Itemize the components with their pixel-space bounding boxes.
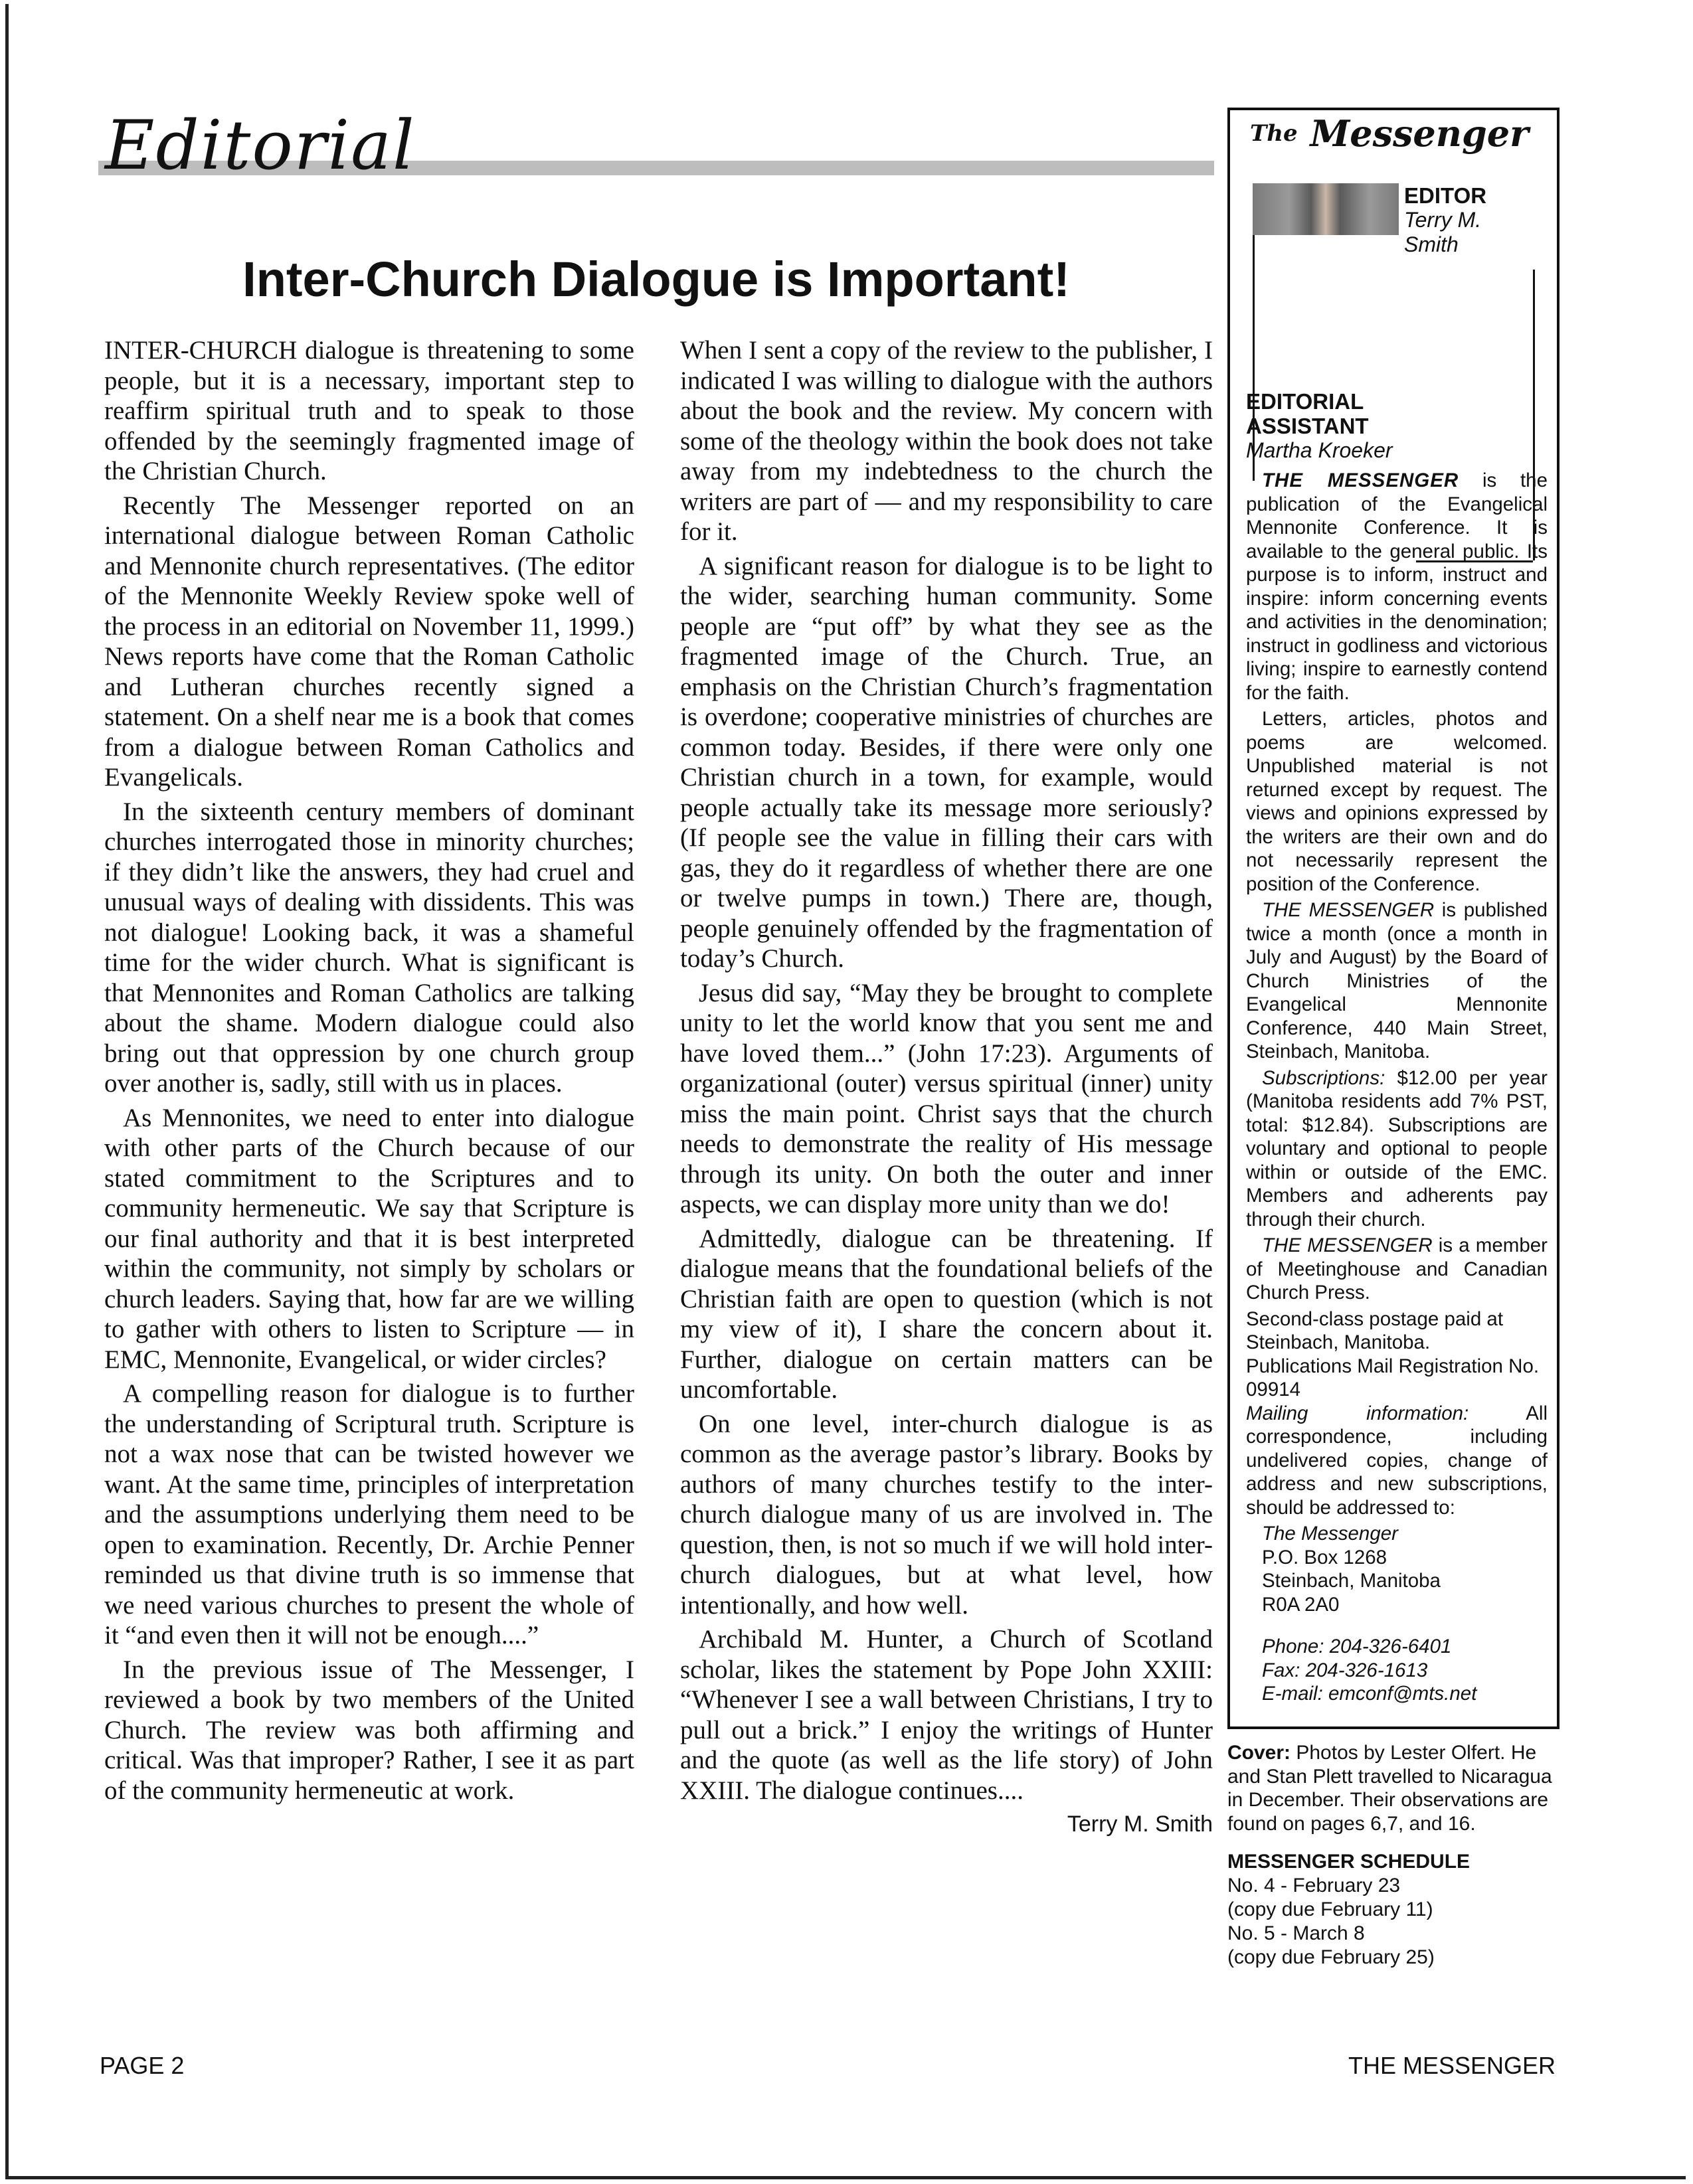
section-label: Editorial	[105, 106, 416, 185]
masthead-box	[1227, 108, 1559, 1729]
page-number: PAGE 2	[100, 2052, 185, 2079]
paragraph: Recently The Messenger reported on an international dialogue between Roman Catholic and Mennonite church representatives. (The editor of the Mennonite Weekly Review spoke well of the process in an editorial on November 11, 1999.) News reports have come that the Roman Catholic and Lutheran churches recently signed a statement. On a shelf near me is a book that comes from a dialogue between Roman Catholics and Evangelicals.	[104, 491, 634, 792]
masthead-paragraph: THE MESSENGER is the publication of the Evangelical Mennonite Conference. It is available to the general public. Its purpose is to inform, instruct and inspire: inform concerning events and activities in the denomination; instruct in godliness and victorious living; inspire to earnestly contend for the faith.	[1246, 469, 1548, 704]
fax-number: Fax: 204-326-1613	[1262, 1659, 1428, 1681]
paragraph: Admittedly, dialogue can be threatening. If dialogue means that the foundational beliefs of the Christian faith are open to question (which is not my view of it), I share the concern about it. Further, dialogue on certain matters can be uncomfortable.	[680, 1224, 1213, 1404]
cover-label: Cover:	[1227, 1742, 1291, 1764]
article-column-middle	[680, 335, 1213, 1844]
cover-text: Photos by Lester Olfert. He and Stan Plett travelled to Nicaragua in December. Their observations are found on pages 6,7, and 16.	[1227, 1742, 1552, 1835]
paragraph: On one level, inter-church dialogue is as common as the average pastor’s library. Books by authors of many churches testify to the inter-church dialogue many of us are involved in. The question, then, is not so much if we will hold inter-church dialogues, but at what level, how intentionally, and how well.	[680, 1409, 1213, 1620]
address-line: The Messenger	[1262, 1523, 1398, 1545]
schedule-line: (copy due February 25)	[1227, 1946, 1435, 1968]
article-title: Inter-Church Dialogue is Important!	[242, 252, 1070, 307]
paragraph: A significant reason for dialogue is to be light to the wider, searching human community. Some people are “put off” by what they see as the fragmented image of the Church. True, an emphasis on the Christian Church’s fragmentation is overdone; cooperative ministries of churches are common today. Besides, if there were only one Christian church in a town, for example, would people actually take its message more seriously? (If people see the value in filling their cars with gas, they do it regardless of whether there are one or twelve pumps in town.) There are, though, people genuinely offended by the fragmentation of today’s Church.	[680, 551, 1213, 973]
assistant-name: Martha Kroeker	[1246, 438, 1393, 462]
assistant-label: EDITORIAL ASSISTANT	[1246, 389, 1369, 438]
masthead-paragraph: THE MESSENGER is published twice a month (once a month in July and August) by the Board of Church Ministries of the Evangelical Mennonite Conference, 440 Main Street, Steinbach, Manitoba.	[1246, 899, 1548, 1062]
masthead-paragraph: Subscriptions: $12.00 per year (Manitoba residents add 7% PST, total: $12.84). Subscriptions are voluntary and optional to people within or outside of the EMC. Members and adherents pay through their church.	[1246, 1066, 1548, 1230]
masthead-paragraph: Publications Mail Registration No. 09914	[1246, 1355, 1540, 1400]
paragraph: As Mennonites, we need to enter into dialogue with other parts of the Church because of our stated commitment to the Scriptures and to community hermeneutic. We say that Scripture is our final authority and that it is best interpreted within the community, not simply by scholars or church leaders. Saying that, how far are we willing to gather with others to listen to Scripture — in EMC, Mennonite, Evangelical, or wider circles?	[104, 1103, 634, 1374]
publication-name: THE MESSENGER	[1348, 2052, 1556, 2079]
masthead-title-prefix: The	[1250, 120, 1298, 147]
schedule-line: No. 4 - February 23	[1227, 1875, 1401, 1896]
paragraph: When I sent a copy of the review to the publisher, I indicated I was willing to dialogue with the authors about the book and the review. My concern with some of the theology within the book does not take away from my indebtedness to the church the writers are part of — and my responsibility to care for it.	[680, 336, 1213, 546]
schedule-line: No. 5 - March 8	[1227, 1922, 1365, 1944]
schedule-title: MESSENGER SCHEDULE	[1227, 1851, 1470, 1873]
masthead-title-main: Messenger	[1310, 112, 1529, 155]
masthead-body	[1246, 469, 1548, 1709]
messenger-schedule	[1227, 1850, 1566, 1970]
phone-number: Phone: 204-326-6401	[1262, 1636, 1452, 1657]
email-address: E-mail: emconf@mts.net	[1262, 1683, 1477, 1705]
paragraph: In the sixteenth century members of dominant churches interrogated those in minority churches; if they didn’t like the answers, they had cruel and unusual ways of dealing with dissidents. This was not dialogue! Looking back, it was a shameful time for the wider church. What is significant is that Mennonites and Roman Catholics are talking about the shame. Modern dialogue could also bring out that oppression by one church group over another is, sadly, still with us in places.	[104, 797, 634, 1098]
address-line: R0A 2A0	[1262, 1593, 1340, 1616]
cover-credit	[1227, 1741, 1566, 1835]
masthead-paragraph: THE MESSENGER is a member of Meetinghouse and Canadian Church Press.	[1246, 1234, 1548, 1303]
paragraph: A compelling reason for dialogue is to further the understanding of Scriptural truth. Scripture is not a wax nose that can be twisted however we want. At the same time, principles of interpretation and the assumptions underlying them need to be open to examination. Recently, Dr. Archie Penner reminded us that divine truth is so immense that we need various churches to present the whole of it “and even then it will not be enough....”	[104, 1379, 634, 1649]
paragraph: In the previous issue of The Messenger, I reviewed a book by two members of the United Church. The review was both affirming and critical. Was that improper? Rather, I see it as part of the community hermeneutic at work.	[104, 1655, 634, 1805]
author-signature: Terry M. Smith	[1067, 1811, 1213, 1837]
paragraph: Archibald M. Hunter, a Church of Scotland scholar, likes the statement by Pope John XXIII: “Whenever I see a wall between Christians, I try to pull out a brick.” I enjoy the writings of Hunter and the quote (as well as the life story) of John XXIII. The dialogue continues....	[680, 1625, 1213, 1805]
masthead-paragraph: Letters, articles, photos and poems are welcomed. Unpublished material is not returned except by request. The views and opinions expressed by the writers are their own and do not necessarily represent the position of the Conference.	[1246, 708, 1548, 895]
paragraph: Jesus did say, “May they be brought to complete unity to let the world know that you sent me and have loved them...” (John 17:23). Arguments of organizational (outer) versus spiritual (inner) unity miss the main point. Christ says that the church needs to demonstrate the reality of His message through its unity. On both the outer and inner aspects, we can display more unity than we do!	[680, 978, 1213, 1218]
address-line: P.O. Box 1268	[1262, 1546, 1387, 1568]
masthead-paragraph: Mailing information: All correspondence, including undelivered copies, change of address and new subscriptions, should be addressed to:	[1246, 1402, 1548, 1519]
editor-photo	[1253, 183, 1399, 235]
address-line: Steinbach, Manitoba	[1262, 1570, 1441, 1592]
paragraph: INTER-CHURCH dialogue is threatening to some people, but it is a necessary, important step to reaffirm spiritual truth and to speak to those offended by the seemingly fragmented image of the Christian Church.	[104, 336, 634, 485]
masthead-title	[1250, 112, 1529, 155]
article-column-left	[104, 335, 634, 1809]
masthead-paragraph: Second-class postage paid at Steinbach, Manitoba.	[1246, 1307, 1504, 1353]
editor-name: Terry M. Smith	[1404, 208, 1482, 256]
editor-label: EDITOR	[1404, 183, 1487, 208]
schedule-line: (copy due February 11)	[1227, 1898, 1433, 1920]
section-header	[98, 106, 1214, 186]
